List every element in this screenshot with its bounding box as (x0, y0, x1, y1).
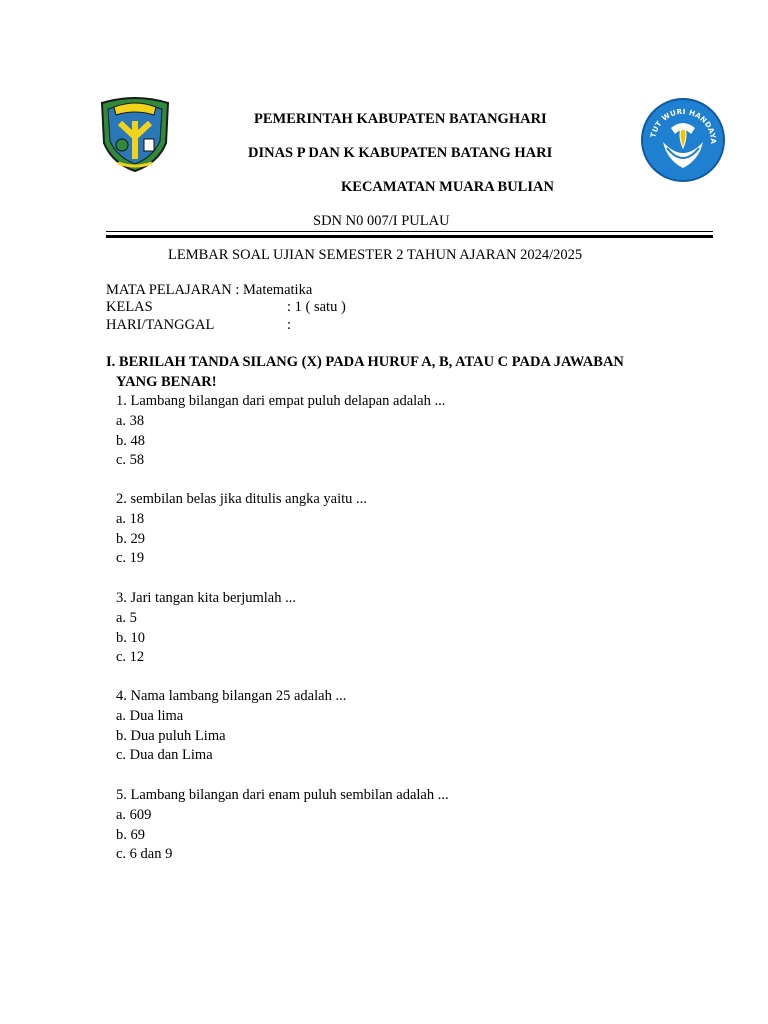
class-label: KELAS (106, 299, 153, 315)
logo-motto-text: TUT WURI HANDAYA (648, 106, 719, 145)
letterhead-rule-thin (106, 231, 713, 232)
tut-wuri-handayani-logo (641, 98, 726, 183)
question-1 (116, 392, 445, 471)
regency-emblem-logo (98, 97, 172, 173)
subject-label-text: MATA PELAJARAN (106, 282, 232, 298)
option-c: c. 58 (116, 452, 145, 469)
question-text: 3. Jari tangan kita berjumlah ... (116, 590, 296, 606)
question-text: 1. Lambang bilangan dari empat puluh delapan adalah ... (116, 393, 446, 409)
option-c: c. 12 (116, 649, 145, 666)
question-3 (116, 589, 296, 668)
section-heading: I. BERILAH TANDA SILANG (X) PADA HURUF A, B, ATAU C PADA JAWABAN (106, 354, 624, 370)
option-b: b. 48 (116, 432, 145, 449)
option-a: a. 38 (116, 412, 145, 429)
class-value: : 1 ( satu ) (287, 299, 346, 315)
letterhead-rule-thick (106, 235, 713, 238)
option-b: b. 29 (116, 530, 145, 547)
question-text: 5. Lambang bilangan dari enam puluh sembilan adalah ... (116, 787, 449, 803)
exam-title: LEMBAR SOAL UJIAN SEMESTER 2 TAHUN AJARAN 2024/2025 (168, 247, 583, 263)
section-heading-cont: YANG BENAR! (116, 374, 217, 390)
option-a: a. 5 (116, 609, 137, 626)
question-5 (116, 786, 449, 865)
option-a: a. Dua lima (116, 707, 184, 724)
question-text: 4. Nama lambang bilangan 25 adalah ... (116, 688, 347, 704)
department-heading: DINAS P DAN K KABUPATEN BATANG HARI (248, 145, 553, 161)
date-label: HARI/TANGGAL (106, 317, 215, 333)
option-a: a. 18 (116, 510, 145, 527)
option-a: a. 609 (116, 806, 152, 823)
government-heading: PEMERINTAH KABUPATEN BATANGHARI (254, 111, 547, 127)
option-b: b. 69 (116, 826, 145, 843)
date-value: : (287, 317, 292, 333)
district-heading: KECAMATAN MUARA BULIAN (341, 179, 554, 195)
question-text: 2. sembilan belas jika ditulis angka yaitu ... (116, 491, 367, 507)
question-4 (116, 687, 346, 766)
question-2 (116, 490, 367, 569)
option-c: c. 6 dan 9 (116, 846, 173, 863)
option-c: c. 19 (116, 550, 145, 567)
option-c: c. Dua dan Lima (116, 747, 213, 764)
option-b: b. 10 (116, 629, 145, 646)
option-b: b. Dua puluh Lima (116, 727, 226, 744)
subject-value: : Matematika (235, 282, 313, 298)
school-name: SDN N0 007/I PULAU (313, 213, 450, 229)
